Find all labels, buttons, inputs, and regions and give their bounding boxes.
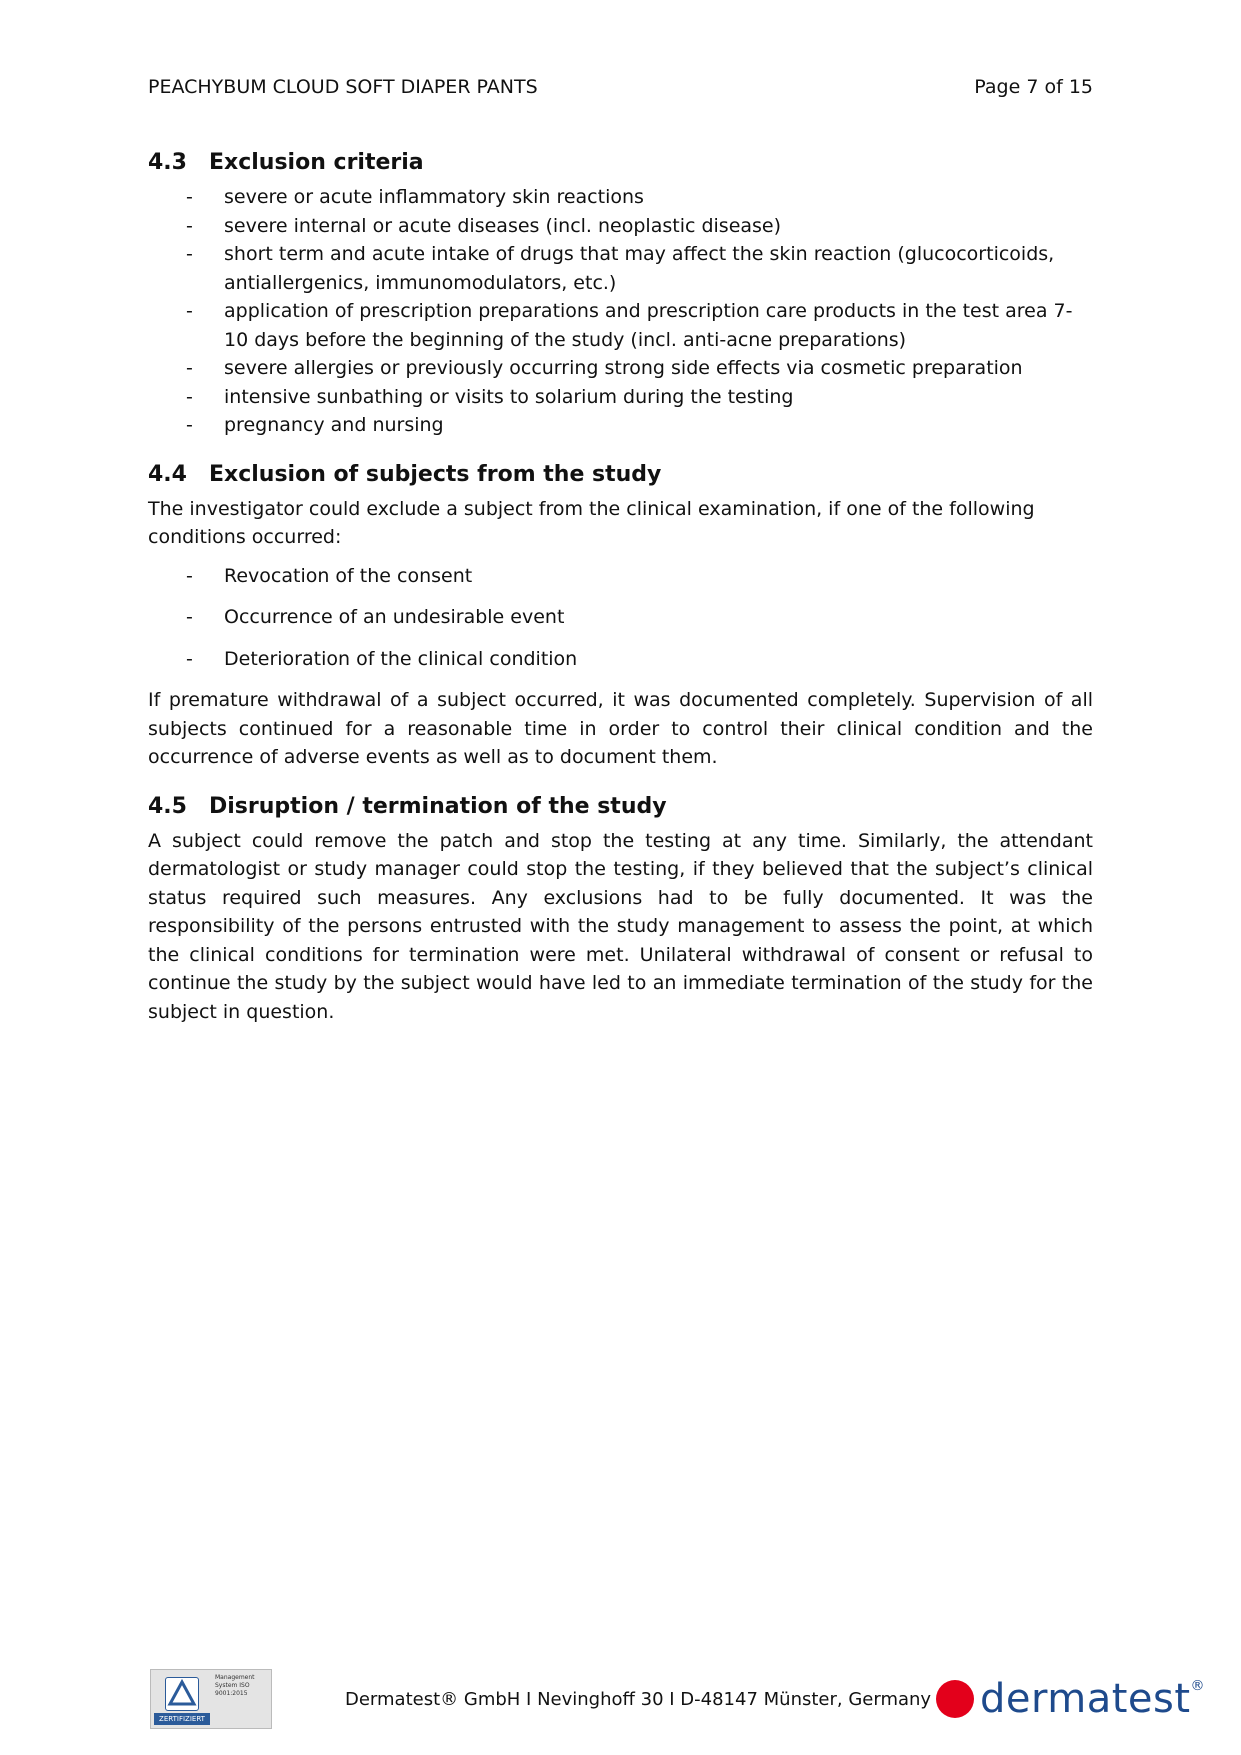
dash-bullet: -	[186, 243, 193, 265]
section-heading	[148, 794, 1093, 819]
badge-certified-label: ZERTIFIZIERT	[154, 1713, 210, 1725]
section-body: If premature withdrawal of a subject occurred, it was documented completely. Supervision of all subjects continued for a reasonable time in order to control their clinical condition and the occurrence of adverse events as well as to document them.	[148, 689, 1093, 768]
section-title: Exclusion criteria	[209, 150, 424, 175]
section-title: Exclusion of subjects from the study	[209, 461, 662, 487]
page-content	[148, 150, 1093, 1026]
document-title: PEACHYBUM CLOUD SOFT DIAPER PANTS	[148, 76, 538, 98]
section-title: Disruption / termination of the study	[209, 793, 667, 819]
section-heading	[148, 150, 1093, 175]
page-header	[148, 76, 1093, 98]
exclusion-criteria-list	[148, 183, 1093, 440]
list-item: - application of prescription preparations and prescription care products in the test area 7-10 days before the beginning of the study (incl. anti-acne preparations)	[186, 297, 1093, 354]
list-item: - severe allergies or previously occurring strong side effects via cosmetic preparation	[186, 354, 1093, 383]
page-number: Page 7 of 15	[974, 76, 1093, 98]
logo-wordmark: dermatest	[980, 1676, 1191, 1722]
section-heading	[148, 462, 1093, 487]
dash-bullet: -	[186, 357, 193, 379]
dash-bullet: -	[186, 564, 193, 587]
dash-bullet: -	[186, 186, 193, 208]
list-item: - pregnancy and nursing	[186, 411, 1093, 440]
section-body: A subject could remove the patch and stop the testing at any time. Similarly, the attendant dermatologist or study manager could stop the testing, if they believed that the subject’s clinical status required such measures. Any exclusions had to be fully documented. It was the responsibility of the persons entrusted with the study management to assess the point, at which the clinical conditions for termination were met. Unilateral withdrawal of consent or refusal to continue the study by the subject would have led to an immediate termination of the study for the subject in question.	[148, 829, 1093, 1023]
section-number: 4.5	[148, 793, 187, 819]
section-intro: The investigator could exclude a subject from the clinical examination, if one of the following conditions occurred:	[148, 497, 1035, 548]
dash-bullet: -	[186, 647, 193, 670]
list-item: - Deterioration of the clinical condition	[186, 645, 1093, 674]
section-4-5	[148, 794, 1093, 1027]
dermatest-logo	[936, 1674, 1205, 1724]
list-item: - intensive sunbathing or visits to solarium during the testing	[186, 383, 1093, 412]
footer-address: Dermatest® GmbH I Nevinghoff 30 I D-48147 Münster, Germany	[345, 1689, 932, 1710]
dash-bullet: -	[186, 300, 193, 322]
badge-text: Management System ISO 9001:2015	[215, 1674, 255, 1697]
logo-dot-icon	[936, 1680, 974, 1718]
exclusion-conditions-list	[148, 562, 1093, 674]
dash-bullet: -	[186, 606, 193, 628]
tuv-logo-icon	[165, 1677, 199, 1711]
section-number: 4.3	[148, 150, 187, 175]
list-item: - short term and acute intake of drugs that may affect the skin reaction (glucocorticoids, antiallergenics, immunomodulators, etc.)	[186, 240, 1093, 297]
tuv-certification-badge	[150, 1669, 272, 1729]
dash-bullet: -	[186, 385, 193, 408]
list-item: - Occurrence of an undesirable event	[186, 603, 1093, 632]
section-4-3	[148, 150, 1093, 440]
section-4-4	[148, 462, 1093, 772]
list-item: - severe internal or acute diseases (incl. neoplastic disease)	[186, 212, 1093, 241]
logo-registered-mark: ®	[1190, 1678, 1205, 1694]
list-item: - Revocation of the consent	[186, 562, 1093, 591]
section-number: 4.4	[148, 461, 187, 487]
dash-bullet: -	[186, 214, 193, 237]
list-item: - severe or acute inflammatory skin reactions	[186, 183, 1093, 212]
dash-bullet: -	[186, 414, 193, 436]
